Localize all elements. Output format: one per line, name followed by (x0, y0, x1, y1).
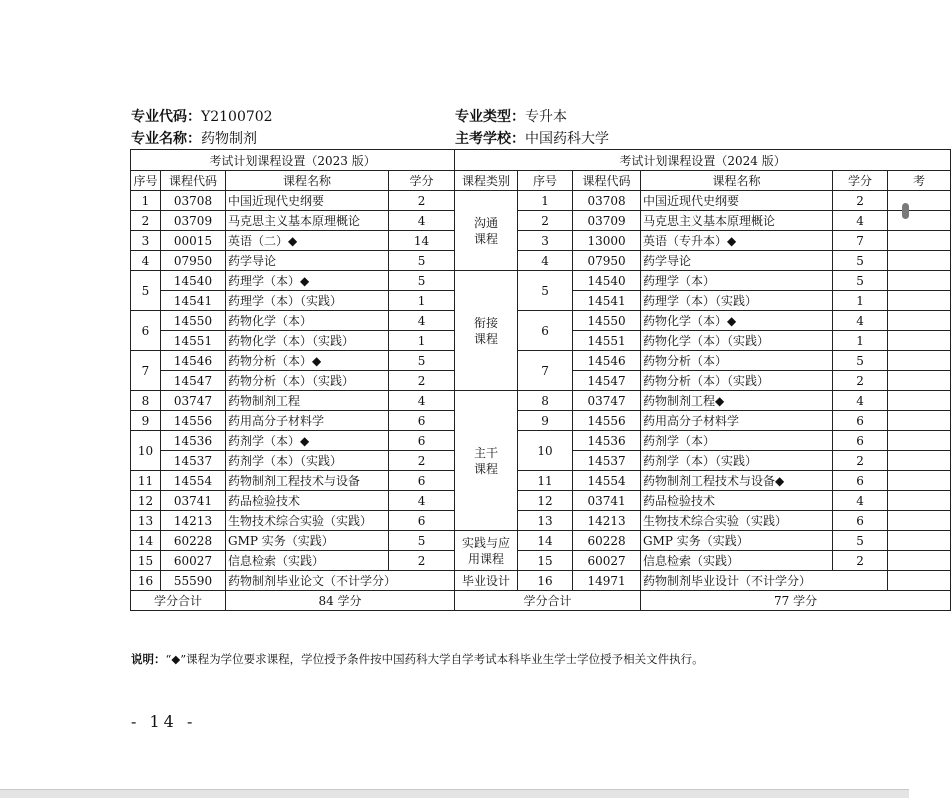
cell-name-2023: 药剂学（本）（实践） (226, 451, 389, 471)
cell-seq-2023: 5 (131, 271, 161, 311)
table-row (131, 251, 951, 271)
cell-name-2023: 药用高分子材料学 (226, 411, 389, 431)
cell-category: 衔接 课程 (455, 271, 518, 391)
cell-code-2023: 14537 (161, 451, 226, 471)
table-row (131, 411, 951, 431)
cell-cut-off (888, 471, 951, 491)
col-code-2024: 课程代码 (573, 171, 641, 191)
cell-name-2024: 英语（专升本）◆ (641, 231, 833, 251)
total-2023: 84 学分 (226, 591, 455, 611)
cell-credit-2023: 1 (389, 291, 455, 311)
cell-seq-2024: 14 (518, 531, 573, 551)
cell-seq-2024: 16 (518, 571, 573, 591)
cell-name-2024: 药剂学（本）（实践） (641, 451, 833, 471)
cell-credit-2024: 5 (833, 251, 888, 271)
table-row (131, 231, 951, 251)
cell-code-2023: 60027 (161, 551, 226, 571)
page-number: - 14 - (131, 712, 197, 731)
cell-credit-2024: 4 (833, 311, 888, 331)
cell-name-2023: 中国近现代史纲要 (226, 191, 389, 211)
cell-name-2024: 药学导论 (641, 251, 833, 271)
cell-seq-2024: 11 (518, 471, 573, 491)
cell-cut-off (888, 271, 951, 291)
cell-cut-off (888, 451, 951, 471)
major-name (131, 128, 257, 148)
cell-name-2023: 信息检索（实践） (226, 551, 389, 571)
table-row (131, 351, 951, 371)
title-2024: 考试计划课程设置（2024 版） (455, 150, 951, 171)
total-label-2024: 学分合计 (455, 591, 641, 611)
cell-credit-2023: 4 (389, 391, 455, 411)
cell-credit-2023: 1 (389, 331, 455, 351)
cell-credit-2023: 4 (389, 491, 455, 511)
cell-name-2024: 药物化学（本）（实践） (641, 331, 833, 351)
cell-cut-off (888, 311, 951, 331)
cell-credit-2024: 6 (833, 511, 888, 531)
cell-cut-off (888, 511, 951, 531)
cell-code-2024: 14547 (573, 371, 641, 391)
table-row (131, 531, 951, 551)
major-name-value: 药物制剂 (201, 131, 257, 147)
footnote-text: “◆”课程为学位要求课程，学位授予条件按中国药科大学自学考试本科毕业生学士学位授予相关文件执行。 (165, 652, 704, 666)
cell-code-2023: 14546 (161, 351, 226, 371)
cell-name-2023: 药物分析（本）（实践） (226, 371, 389, 391)
cell-seq-2024: 4 (518, 251, 573, 271)
cell-name-2024: 药物制剂工程◆ (641, 391, 833, 411)
cell-category: 毕业设计 (455, 571, 518, 591)
cell-seq-2024: 3 (518, 231, 573, 251)
cell-name-2024: 药物制剂毕业设计（不计学分） (641, 571, 888, 591)
table-row (131, 431, 951, 451)
cell-credit-2024: 6 (833, 431, 888, 451)
cell-credit-2023: 5 (389, 251, 455, 271)
cell-code-2024: 14537 (573, 451, 641, 471)
cell-credit-2024: 2 (833, 371, 888, 391)
cell-code-2023: 14556 (161, 411, 226, 431)
cell-code-2024: 14546 (573, 351, 641, 371)
col-credit-2024: 学分 (833, 171, 888, 191)
table-title-row (131, 150, 951, 171)
cell-credit-2024: 2 (833, 191, 888, 211)
cell-name-2023: GMP 实务（实践） (226, 531, 389, 551)
cell-seq-2023: 16 (131, 571, 161, 591)
cell-cut-off (888, 551, 951, 571)
cell-code-2024: 14554 (573, 471, 641, 491)
cell-code-2023: 14213 (161, 511, 226, 531)
cell-cut-off (888, 231, 951, 251)
footnote-label: 说明： (131, 652, 166, 666)
cell-name-2023: 药学导论 (226, 251, 389, 271)
cell-name-2023: 药物化学（本）（实践） (226, 331, 389, 351)
cell-name-2024: 药物制剂工程技术与设备◆ (641, 471, 833, 491)
horizontal-scrollbar[interactable] (0, 789, 909, 798)
cell-name-2024: 药剂学（本） (641, 431, 833, 451)
cell-name-2024: 生物技术综合实验（实践） (641, 511, 833, 531)
major-code-value: Y2100702 (201, 109, 273, 125)
cell-seq-2024: 13 (518, 511, 573, 531)
cell-seq-2023: 3 (131, 231, 161, 251)
cell-name-2023: 药物制剂毕业论文（不计学分） (226, 571, 455, 591)
cell-code-2024: 14536 (573, 431, 641, 451)
cell-name-2024: 药品检验技术 (641, 491, 833, 511)
table-row (131, 491, 951, 511)
cell-code-2024: 14541 (573, 291, 641, 311)
cell-name-2024: 药用高分子材料学 (641, 411, 833, 431)
col-seq-2023: 序号 (131, 171, 161, 191)
col-credit-2023: 学分 (389, 171, 455, 191)
table-row (131, 511, 951, 531)
cell-seq-2023: 2 (131, 211, 161, 231)
cell-name-2024: 药理学（本）（实践） (641, 291, 833, 311)
cell-code-2023: 14541 (161, 291, 226, 311)
cell-seq-2023: 12 (131, 491, 161, 511)
col-seq-2024: 序号 (518, 171, 573, 191)
cell-cut-off (888, 251, 951, 271)
cell-name-2024: 马克思主义基本原理概论 (641, 211, 833, 231)
cell-credit-2023: 14 (389, 231, 455, 251)
cell-code-2024: 14550 (573, 311, 641, 331)
cell-seq-2023: 9 (131, 411, 161, 431)
table-row (131, 191, 951, 211)
cell-name-2023: 药品检验技术 (226, 491, 389, 511)
cell-code-2023: 03708 (161, 191, 226, 211)
host-school-label: 主考学校： (455, 131, 525, 147)
cell-credit-2023: 5 (389, 271, 455, 291)
cell-name-2024: 药物分析（本） (641, 351, 833, 371)
cell-cut-off (888, 411, 951, 431)
cell-credit-2024: 1 (833, 291, 888, 311)
table-row (131, 311, 951, 331)
cell-credit-2024: 4 (833, 491, 888, 511)
cell-cut-off (888, 211, 951, 231)
col-category-2024: 课程类别 (455, 171, 518, 191)
cell-category: 实践与应 用课程 (455, 531, 518, 571)
cell-credit-2024: 5 (833, 531, 888, 551)
cell-name-2023: 马克思主义基本原理概论 (226, 211, 389, 231)
total-label-2023: 学分合计 (131, 591, 226, 611)
cell-credit-2024: 4 (833, 211, 888, 231)
cell-credit-2023: 2 (389, 371, 455, 391)
host-school-value: 中国药科大学 (525, 131, 609, 147)
major-type-label: 专业类型： (455, 109, 525, 125)
cell-code-2024: 14213 (573, 511, 641, 531)
cell-code-2023: 14551 (161, 331, 226, 351)
cell-code-2023: 55590 (161, 571, 226, 591)
cell-code-2023: 03747 (161, 391, 226, 411)
cell-seq-2023: 15 (131, 551, 161, 571)
cell-credit-2023: 6 (389, 431, 455, 451)
table-row (131, 471, 951, 491)
major-name-label: 专业名称： (131, 131, 201, 147)
cell-name-2023: 药物制剂工程 (226, 391, 389, 411)
cell-name-2024: 信息检索（实践） (641, 551, 833, 571)
cell-name-2023: 药物制剂工程技术与设备 (226, 471, 389, 491)
cell-credit-2023: 4 (389, 211, 455, 231)
cell-cut-off (888, 191, 951, 211)
cell-code-2023: 07950 (161, 251, 226, 271)
col-cut-off: 考 (888, 171, 951, 191)
host-school (455, 128, 609, 148)
cell-code-2023: 00015 (161, 231, 226, 251)
cell-name-2023: 药物化学（本） (226, 311, 389, 331)
cell-credit-2023: 2 (389, 451, 455, 471)
cell-seq-2023: 13 (131, 511, 161, 531)
cell-category: 主干 课程 (455, 391, 518, 531)
cell-credit-2024: 5 (833, 351, 888, 371)
cell-credit-2023: 5 (389, 351, 455, 371)
cell-code-2024: 14551 (573, 331, 641, 351)
footnote (131, 651, 704, 667)
cell-code-2023: 03741 (161, 491, 226, 511)
cell-name-2024: GMP 实务（实践） (641, 531, 833, 551)
cell-seq-2023: 7 (131, 351, 161, 391)
cell-cut-off (888, 291, 951, 311)
cell-credit-2024: 4 (833, 391, 888, 411)
cell-name-2023: 药物分析（本）◆ (226, 351, 389, 371)
cell-code-2023: 14550 (161, 311, 226, 331)
scrollbar-thumb[interactable] (902, 203, 909, 219)
cell-seq-2024: 9 (518, 411, 573, 431)
cell-name-2023: 英语（二）◆ (226, 231, 389, 251)
cell-name-2024: 药物分析（本）（实践） (641, 371, 833, 391)
cell-code-2024: 03741 (573, 491, 641, 511)
cell-seq-2024: 10 (518, 431, 573, 471)
table-row (131, 391, 951, 411)
cell-seq-2024: 6 (518, 311, 573, 351)
cell-category: 沟通 课程 (455, 191, 518, 271)
major-code-label: 专业代码： (131, 109, 201, 125)
cell-code-2023: 60228 (161, 531, 226, 551)
cell-seq-2024: 7 (518, 351, 573, 391)
col-name-2024: 课程名称 (641, 171, 833, 191)
cell-code-2024: 14556 (573, 411, 641, 431)
cell-code-2023: 14536 (161, 431, 226, 451)
col-code-2023: 课程代码 (161, 171, 226, 191)
cell-cut-off (888, 431, 951, 451)
cell-cut-off (888, 571, 951, 591)
cell-cut-off (888, 351, 951, 371)
total-2024: 77 学分 (641, 591, 951, 611)
cell-credit-2024: 2 (833, 451, 888, 471)
cell-credit-2023: 2 (389, 551, 455, 571)
cell-seq-2023: 10 (131, 431, 161, 471)
cell-seq-2023: 8 (131, 391, 161, 411)
cell-code-2024: 07950 (573, 251, 641, 271)
cell-seq-2024: 12 (518, 491, 573, 511)
cell-cut-off (888, 391, 951, 411)
major-type-value: 专升本 (525, 109, 567, 125)
cell-credit-2023: 6 (389, 411, 455, 431)
cell-credit-2024: 1 (833, 331, 888, 351)
cell-seq-2024: 8 (518, 391, 573, 411)
cell-name-2023: 药理学（本）（实践） (226, 291, 389, 311)
cell-code-2023: 14540 (161, 271, 226, 291)
col-name-2023: 课程名称 (226, 171, 389, 191)
cell-credit-2024: 7 (833, 231, 888, 251)
cell-credit-2023: 4 (389, 311, 455, 331)
cell-cut-off (888, 331, 951, 351)
cell-code-2024: 14971 (573, 571, 641, 591)
cell-credit-2023: 2 (389, 191, 455, 211)
cell-cut-off (888, 371, 951, 391)
exam-plan-table (130, 149, 951, 611)
cell-name-2023: 药剂学（本）◆ (226, 431, 389, 451)
title-2023: 考试计划课程设置（2023 版） (131, 150, 455, 171)
cell-seq-2023: 6 (131, 311, 161, 351)
cell-credit-2024: 6 (833, 471, 888, 491)
total-row (131, 591, 951, 611)
cell-seq-2024: 5 (518, 271, 573, 311)
cell-seq-2023: 11 (131, 471, 161, 491)
table-header-row (131, 171, 951, 191)
cell-credit-2024: 6 (833, 411, 888, 431)
cell-credit-2024: 5 (833, 271, 888, 291)
cell-code-2024: 03747 (573, 391, 641, 411)
cell-seq-2023: 1 (131, 191, 161, 211)
cell-name-2024: 中国近现代史纲要 (641, 191, 833, 211)
cell-code-2024: 60027 (573, 551, 641, 571)
table-row (131, 551, 951, 571)
major-type (455, 106, 567, 126)
cell-name-2024: 药理学（本） (641, 271, 833, 291)
table-row (131, 571, 951, 591)
cell-credit-2023: 6 (389, 511, 455, 531)
cell-cut-off (888, 491, 951, 511)
cell-seq-2024: 2 (518, 211, 573, 231)
cell-seq-2023: 14 (131, 531, 161, 551)
cell-code-2024: 14540 (573, 271, 641, 291)
cell-credit-2024: 2 (833, 551, 888, 571)
cell-seq-2023: 4 (131, 251, 161, 271)
cell-code-2023: 03709 (161, 211, 226, 231)
cell-code-2024: 13000 (573, 231, 641, 251)
cell-credit-2023: 6 (389, 471, 455, 491)
cell-code-2024: 60228 (573, 531, 641, 551)
table-row (131, 271, 951, 291)
cell-seq-2024: 15 (518, 551, 573, 571)
cell-code-2023: 14554 (161, 471, 226, 491)
table-row (131, 211, 951, 231)
cell-name-2024: 药物化学（本）◆ (641, 311, 833, 331)
cell-name-2023: 药理学（本）◆ (226, 271, 389, 291)
cell-code-2024: 03709 (573, 211, 641, 231)
major-code (131, 106, 273, 126)
cell-code-2023: 14547 (161, 371, 226, 391)
cell-cut-off (888, 531, 951, 551)
cell-code-2024: 03708 (573, 191, 641, 211)
cell-seq-2024: 1 (518, 191, 573, 211)
cell-name-2023: 生物技术综合实验（实践） (226, 511, 389, 531)
cell-credit-2023: 5 (389, 531, 455, 551)
